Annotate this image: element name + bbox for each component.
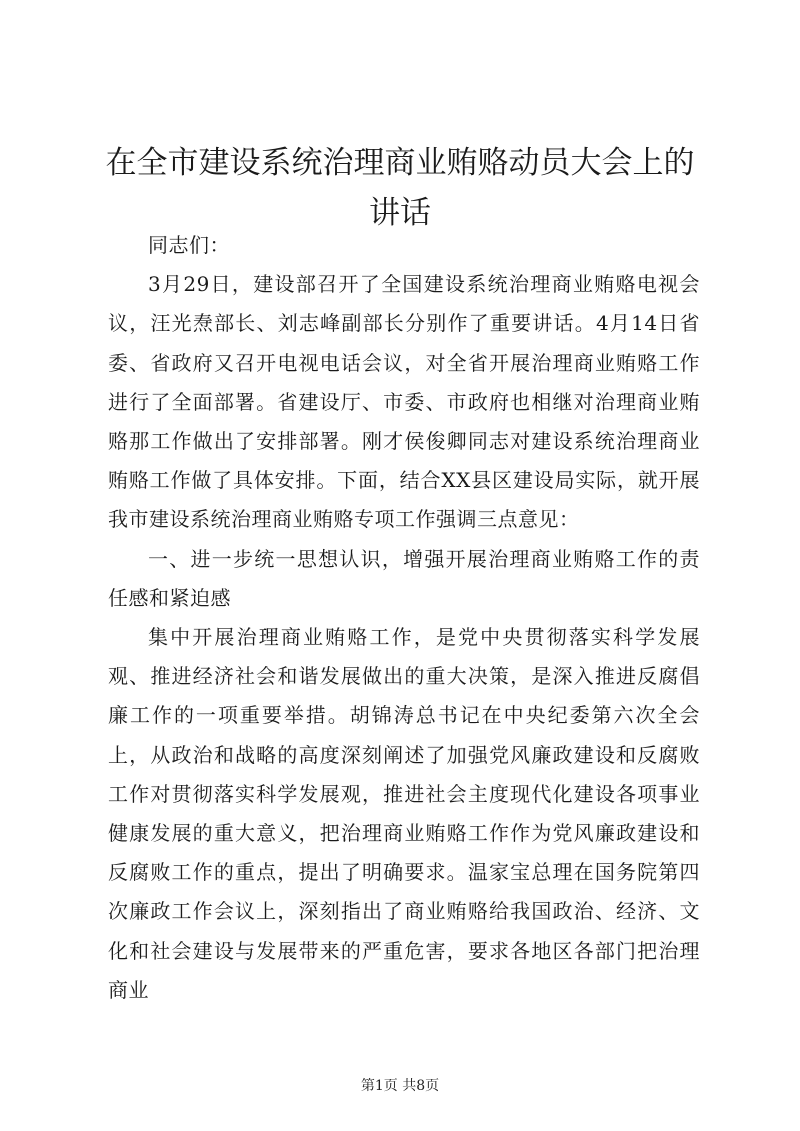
- body-paragraph: 集中开展治理商业贿赂工作，是党中央贯彻落实科学发展观、推进经济社会和谐发展做出的重大决策，是深入推进反腐倡廉工作的一项重要举措。胡锦涛总书记在中央纪委第六次全会上，从政治和战略的高度深刻阐述了加强党风廉政建设和反腐败工作对贯彻落实科学发展观，推进社会主度现代化建设各项事业健康发展的重大意义，把治理商业贿赂工作作为党风廉政建设和反腐败工作的重点，提出了明确要求。温家宝总理在国务院第四次廉政工作会议上，深刻指出了商业贿赂给我国政治、经济、文化和社会建设与发展带来的严重危害，要求各地区各部门把治理商业: [108, 625, 700, 1002]
- page-number-footer: 第1页 共8页: [360, 1078, 440, 1094]
- intro-paragraph: 3月29日，建设部召开了全国建设系统治理商业贿赂电视会议，汪光焘部长、刘志峰副部长分别作了重要讲话。4月14日省委、省政府又召开电视电话会议，对全省开展治理商业贿赂工作进行了全面部署。省建设厅、市委、市政府也相继对治理商业贿赂那工作做出了安排部署。刚才侯俊卿同志对建设系统治理商业贿赂工作做了具体安排。下面，结合XX县区建设局实际，就开展我市建设系统治理商业贿赂专项工作强调三点意见：: [108, 272, 700, 532]
- document-title: 在全市建设系统治理商业贿赂动员大会上的讲话: [105, 145, 695, 231]
- salutation-paragraph: 同志们：: [148, 233, 230, 257]
- document-body: [108, 226, 700, 1010]
- section-heading-1: 一、进一步统一思想认识，增强开展治理商业贿赂工作的责任感和紧迫感: [108, 546, 700, 610]
